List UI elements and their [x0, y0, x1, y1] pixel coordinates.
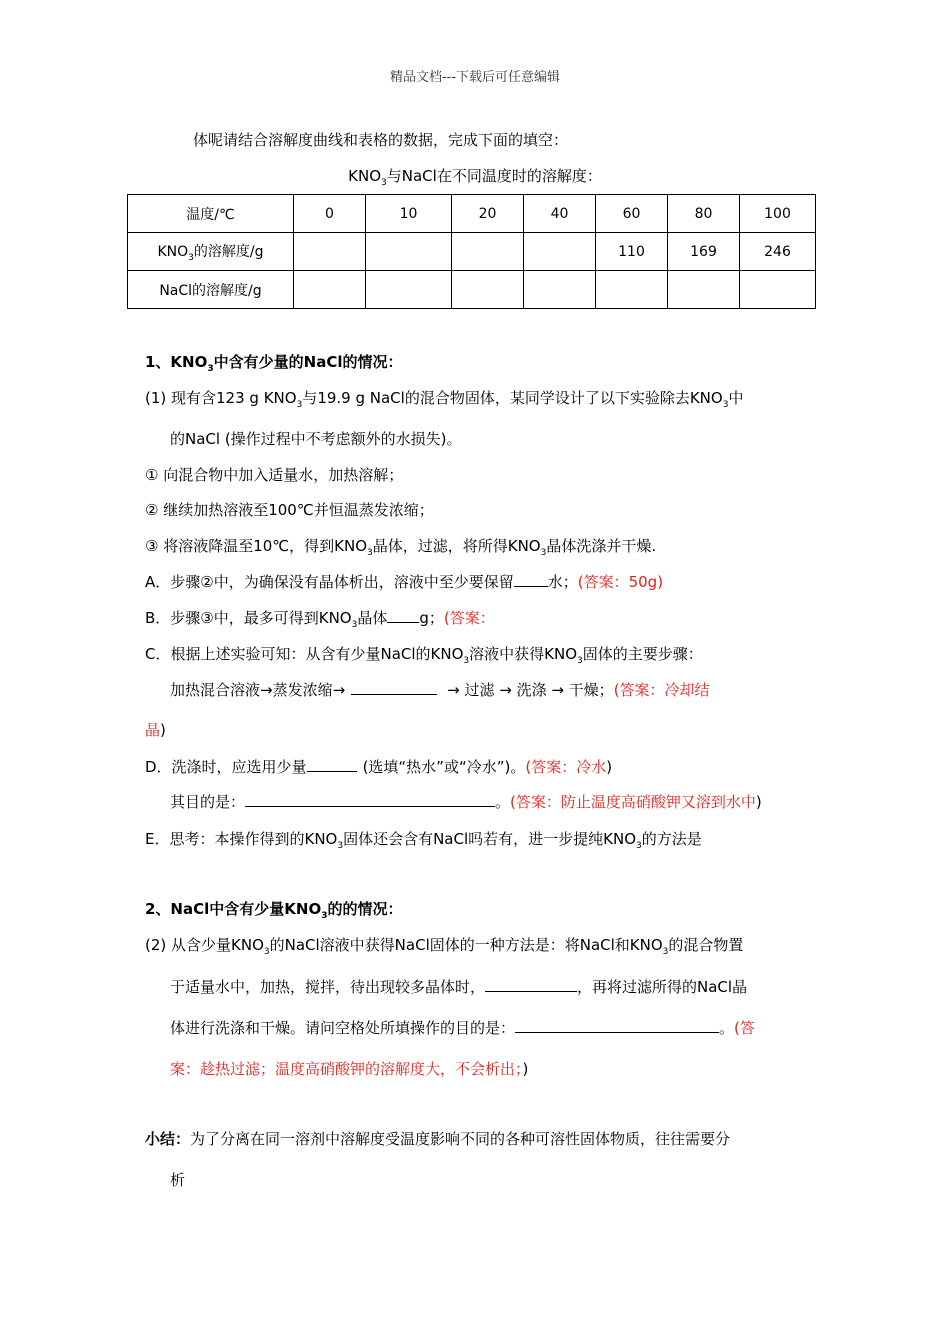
s2-problem-line3: 体进行洗涤和干燥。请问空格处所填操作的目的是： 。(答 [170, 1019, 755, 1037]
temp-cell: 80 [668, 195, 740, 233]
summary-line2: 析 [170, 1171, 186, 1189]
table-row [128, 195, 816, 233]
question-b: B．步骤③中，最多可得到$KNO_3$晶体 g；(答案： [145, 609, 495, 630]
nacl-cell [668, 271, 740, 309]
step-3: ③ 将溶液降温至10℃，得到$KNO_3$晶体，过滤，将所得$KNO_3$晶体洗涤并干燥. [145, 537, 657, 558]
nacl-cell [366, 271, 452, 309]
temp-cell: 20 [452, 195, 524, 233]
answer-blank[interactable] [485, 977, 577, 992]
s2-problem-line2: 于适量水中，加热，搅拌，待出现较多晶体时， ，再将过滤所得的NaCl晶 [170, 978, 748, 996]
table-row [128, 271, 816, 309]
kno3-cell: 110 [596, 233, 668, 271]
nacl-label: NaCl的溶解度/g [128, 271, 294, 309]
nacl-cell [294, 271, 366, 309]
answer-blank[interactable] [307, 757, 357, 772]
intro-text: 体呢请结合溶解度曲线和表格的数据，完成下面的填空： [193, 131, 569, 149]
answer-blank[interactable] [245, 792, 495, 807]
nacl-cell [524, 271, 596, 309]
answer-blank[interactable] [351, 680, 437, 695]
question-c-line3: 晶) [145, 721, 166, 739]
s2-problem-line4: 案：趁热过滤；温度高硝酸钾的溶解度大，不会析出；) [170, 1060, 529, 1078]
s2-problem-line1: (2) 从含少量$KNO_3$的NaCl溶液中获得NaCl固体的一种方法是：将NaCl和$KNO_3$的混合物置 [145, 936, 744, 957]
temp-cell: 10 [366, 195, 452, 233]
nacl-cell [452, 271, 524, 309]
answer-b: (答案： [443, 609, 495, 627]
answer-d: (答案：冷水 [525, 758, 607, 776]
nacl-cell [596, 271, 668, 309]
section1-title: 1、$KNO_3$中含有少量的NaCl的情况： [145, 353, 403, 374]
page-header: 精品文档---下载后可任意编辑 [389, 70, 561, 85]
question-c: C．根据上述实验可知：从含有少量NaCl的$KNO_3$溶液中获得$KNO_3$固体的主要步骤： [145, 645, 703, 666]
temp-cell: 0 [294, 195, 366, 233]
kno3-cell: 246 [740, 233, 816, 271]
question-e: E．思考：本操作得到的$KNO_3$固体还会含有NaCl吗若有，进一步提纯$KNO_3$的方法是 [145, 830, 702, 851]
question-d: D．洗涤时，应选用少量 (选填“热水”或“冷水”)。(答案：冷水) [145, 758, 613, 776]
kno3-cell: 169 [668, 233, 740, 271]
answer-blank[interactable] [387, 608, 419, 623]
summary-line1: 小结：为了分离在同一溶剂中溶解度受温度影响不同的各种可溶性固体物质，往往需要分 [145, 1130, 731, 1148]
temp-cell: 60 [596, 195, 668, 233]
kno3-cell [524, 233, 596, 271]
table-row [128, 233, 816, 271]
summary-label: 小结： [145, 1130, 191, 1148]
table-title: $KNO_3$与NaCl在不同温度时的溶解度： [348, 167, 602, 188]
step-1: ① 向混合物中加入适量水，加热溶解； [145, 466, 404, 484]
step-2: ② 继续加热溶液至100℃并恒温蒸发浓缩； [145, 501, 434, 519]
question-d-line2: 其目的是： 。(答案：防止温度高硝酸钾又溶到水中) [170, 793, 762, 811]
s1-problem-line2: 的NaCl (操作过程中不考虑额外的水损失)。 [170, 430, 462, 448]
temp-cell: 100 [740, 195, 816, 233]
section2-title: 2、NaCl中含有少量$KNO_3$的的情况： [145, 900, 403, 921]
question-a: A．步骤②中，为确保没有晶体析出，溶液中至少要保留 水；(答案：50g) [145, 573, 664, 591]
answer-d-purpose: (答案：防止温度高硝酸钾又溶到水中 [510, 793, 756, 811]
solubility-table [127, 194, 816, 309]
nacl-cell [740, 271, 816, 309]
kno3-label: $KNO_3$的溶解度/g [128, 233, 294, 271]
kno3-cell [366, 233, 452, 271]
kno3-cell [294, 233, 366, 271]
answer-blank[interactable] [515, 1018, 719, 1033]
kno3-cell [452, 233, 524, 271]
answer-s2: 案：趁热过滤；温度高硝酸钾的溶解度大，不会析出； [170, 1060, 523, 1078]
answer-c: (答案：冷却结 [613, 681, 710, 699]
question-c-line2: 加热混合溶液→蒸发浓缩→ → 过滤 → 洗涤 → 干燥；(答案：冷却结 [170, 681, 710, 699]
s1-problem-line1: (1) 现有含123 g $KNO_3$与19.9 g NaCl的混合物固体，某同学设计了以下实验除去$KNO_3$中 [145, 389, 744, 410]
answer-a: (答案：50g) [577, 573, 664, 591]
answer-blank[interactable] [514, 572, 548, 587]
temp-cell: 40 [524, 195, 596, 233]
temp-label: 温度/℃ [128, 195, 294, 233]
